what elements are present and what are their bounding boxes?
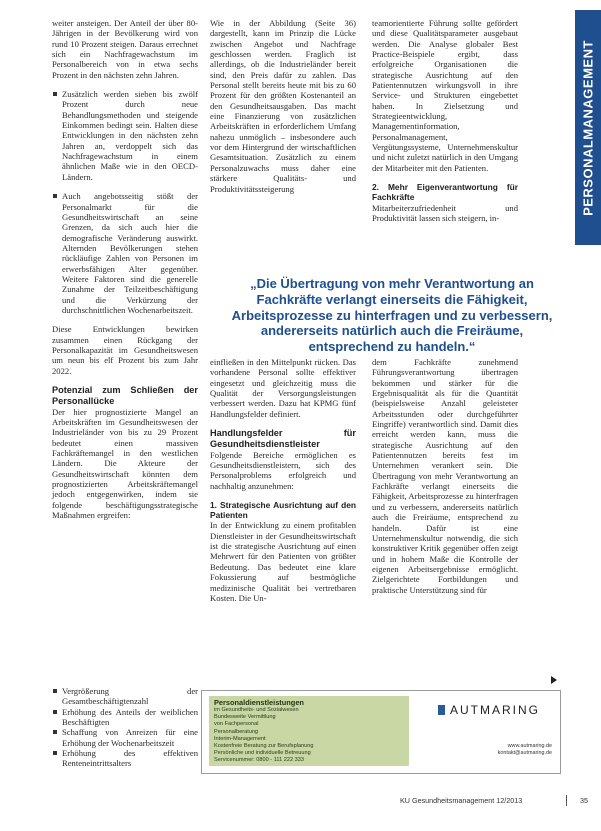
paragraph: Diese Entwicklungen bewirken zusammen einen Rückgang der Personalkapazität im Gesundheitswesen um neun bis elf Prozent bis zum Jahr 2022. xyxy=(52,324,198,376)
ad-line: Persönliche und individuelle Betreuung xyxy=(214,750,311,757)
page-number: 35 xyxy=(580,796,588,805)
section-tab xyxy=(575,10,601,245)
paragraph: teamorientierte Führung sollte gefördert und diese Qualitätsparameter ausgebaut werden. Die Analyse globaler Best Practice-Beispiele ergibt, dass erfolgreiche Organisationen die strategische Ausrichtung auf den Patientennutzen wirkungsvoll in ihre Service- und Strukturen eingebettet haben. In Zielsetzung und Strategieentwicklung, Managementinformation, Personalmanagement, Vergütungssysteme, Unternehmenskultur und nicht zuletzt natürlich in den Umgang der Mitarbeiter mit den Patienten. xyxy=(372,18,518,173)
list-item: Zusätzlich werden sieben bis zwölf Prozent durch neue Behandlungsmethoden und steigende Einkommen bedingt sein. Halten diese Entwicklungen in den nächsten zehn Jahren an, verdoppelt sich das Nachfragewachstum in einem ähnlichen Maße wie in den OECD-Ländern. xyxy=(52,89,198,182)
ad-line: Interim-Management xyxy=(214,735,266,742)
paragraph: In der Entwicklung zu einem profitablen Dienstleister in der Gesundheitswirtschaft ist die strategische Ausrichtung auf einen Mehrwert für den Patienten von größter Bedeutung. Das bedeutet eine klare Fokussierung auf bestmögliche medizinische Qualität bei vertretbaren Kosten. Die Un- xyxy=(210,520,356,603)
ad-line: Bundesweite Vermittlung xyxy=(214,714,276,721)
section-heading: Handlungsfelder für Gesundheitsdienstleister xyxy=(210,428,356,449)
footer-divider xyxy=(566,795,567,806)
column-3-bottom xyxy=(372,357,518,604)
ad-line: Personalberatung xyxy=(214,728,259,735)
paragraph: weiter ansteigen. Der Anteil der über 80-Jährigen in der Bevölkerung wird von rund 10 Prozent steigen. Daraus errechnet sich ein Nachfragewachstum im Personalbereich von in etwa sechs Prozent in den nächsten zehn Jahren. xyxy=(52,18,198,80)
bullet-list xyxy=(52,89,198,315)
section-heading: Potenzial zum Schließen der Personallücke xyxy=(52,385,198,406)
paragraph: einfließen in den Mittelpunkt rücken. Das vorhandene Personal sollte effektiver eingesetzt und gleichzeitig muss die Qualität der Versorgungsleistungen verbessert werden. Dazu hat KPMG fünf Handlungsfelder definiert. xyxy=(210,357,356,419)
continue-arrow-icon xyxy=(551,676,557,684)
column-1-bullets xyxy=(52,686,198,769)
bullet-list xyxy=(52,686,198,769)
ad-logo: AUTMARING xyxy=(450,703,540,717)
list-item: Erhöhung des Anteils der weiblichen Beschäftigten xyxy=(52,707,198,728)
ad-title: Personaldienstleistungen xyxy=(214,698,304,707)
list-item: Erhöhung des effektiven Renteneintrittsalters xyxy=(52,748,198,769)
ad-line: Kostenfreie Beratung zur Berufsplanung xyxy=(214,743,314,750)
column-2-top xyxy=(210,18,356,203)
paragraph: Der hier prognostizierte Mangel an Arbeitskräften im Gesundheitswesen der Industrieländer von bis zu 29 Prozent bedeutet einen massiven Fachkräftemangel in den westlichen Ländern. Die Akteure der Gesundheitswirtschaft könnten dem prognostizierten Arbeitskräftemangel jedoch entgegenwirken, indem sie folgende beschäftigungsstrategische Maßnahmen ergreifen: xyxy=(52,406,198,521)
pull-quote: „Die Übertragung von mehr Verantwortung an Fachkräfte verlangt einerseits die Fähigkeit, Arbeitsprozesse zu hinterfragen und zu verbessern, andererseits natürlich auch die Freiräume, entsprechend zu handeln.“ xyxy=(231,276,553,355)
paragraph: Wie in der Abbildung (Seite 36) dargestellt, kann im Prinzip die Lücke zwischen Angebot und Nachfrage geschlossen werden. Fraglich ist allerdings, ob die Industrieländer bereit sind, den Preis dafür zu zahlen. Das Personal stellt bereits heute mit bis zu 60 Prozent für den größten Kostenanteil an den Gesundheitsausgaben. Das macht eine Finanzierung von zusätzlichen Arbeitskräften in erforderlichem Umfang nahezu unmöglich – insbesondere auch vor dem Hintergrund der wirtschaftlichen Gesamtsituation. Zusätzlich zu einem Personalzuwachs muss daher eine stärkere Qualitäts- und Produktivitätssteigerung xyxy=(210,18,356,194)
paragraph: Mitarbeiterzufriedenheit und Produktivität lassen sich steigern, in- xyxy=(372,202,518,223)
column-1 xyxy=(52,18,198,529)
section-tab-label: PERSONALMANAGEMENT xyxy=(580,39,596,216)
list-item: Auch angebotsseitig stößt der Personalmarkt für die Gesundheitswirtschaft an seine Grenzen, da sich auch hier die demografische Veränderung auswirkt. Alternden Bevölkerungen stehen rückläufige Zahlen von Personen im erwerbsfähigen Alter gegenüber. Weitere Faktoren sind die generelle Zunahme der Teilzeitbeschäftigung und die Verkürzung der durchschnittlichen Wochenarbeitszeit. xyxy=(52,191,198,315)
paragraph: Folgende Bereiche ermöglichen es Gesundheitsdienstleistern, sich des Personalproblems erfolgreich und nachhaltig anzunehmen: xyxy=(210,449,356,491)
ad-contact xyxy=(464,743,552,757)
section-heading: 1. Strategische Ausrichtung auf den Patienten xyxy=(210,500,356,521)
advertisement xyxy=(201,690,561,774)
list-item: Schaffung von Anreizen für eine Erhöhung der Wochenarbeitszeit xyxy=(52,727,198,748)
ad-website-link[interactable]: www.autmaring.de xyxy=(507,743,552,749)
ad-line: Servicenummer: 0800 - 111 222 333 xyxy=(214,757,304,764)
column-3-top xyxy=(372,18,518,232)
ad-text-panel xyxy=(209,696,409,766)
logo-mark-icon xyxy=(438,705,445,715)
paragraph: dem Fachkräfte zunehmend Führungsverantwortung übertragen bekommen und stärker für die Ergebnisqualität als für die Quantität (beispielsweise Anzahl geleisteter Arbeitsstunden oder durchgeführter Eingriffe) verantwortlich sind. Damit dies erreicht werden kann, muss die strategische Ausrichtung auf den Patientennutzen bereits fest im Unternehmen verankert sein. Die Übertragung von mehr Verantwortung an Fachkräfte verlangt einerseits die Fähigkeit, Arbeitsprozesse zu hinterfragen und zu verbessern, andererseits natürlich auch die Freiräume, entsprechend zu handeln. Dafür ist eine Unternehmenskultur notwendig, die sich konstruktiver Kritik gegenüber offen zeigt und in hohem Maße die Kontrolle der eigenen Arbeitsergebnisse ermöglicht. Zielgerichtete Fortbildungen und praktische Unterstützung sind für xyxy=(372,357,518,595)
ad-line: von Fachpersonal xyxy=(214,721,259,728)
column-2-bottom xyxy=(210,357,356,612)
footer-journal: KU Gesundheitsmanagement 12/2013 xyxy=(400,796,523,805)
section-heading: 2. Mehr Eigenverantwortung für Fachkräfte xyxy=(372,182,518,203)
ad-email-link[interactable]: kontakt@autmaring.de xyxy=(497,750,552,756)
ad-line: im Gesundheits- und Sozialwesen xyxy=(214,707,299,713)
list-item: Vergrößerung der Gesamtbeschäftigtenzahl xyxy=(52,686,198,707)
